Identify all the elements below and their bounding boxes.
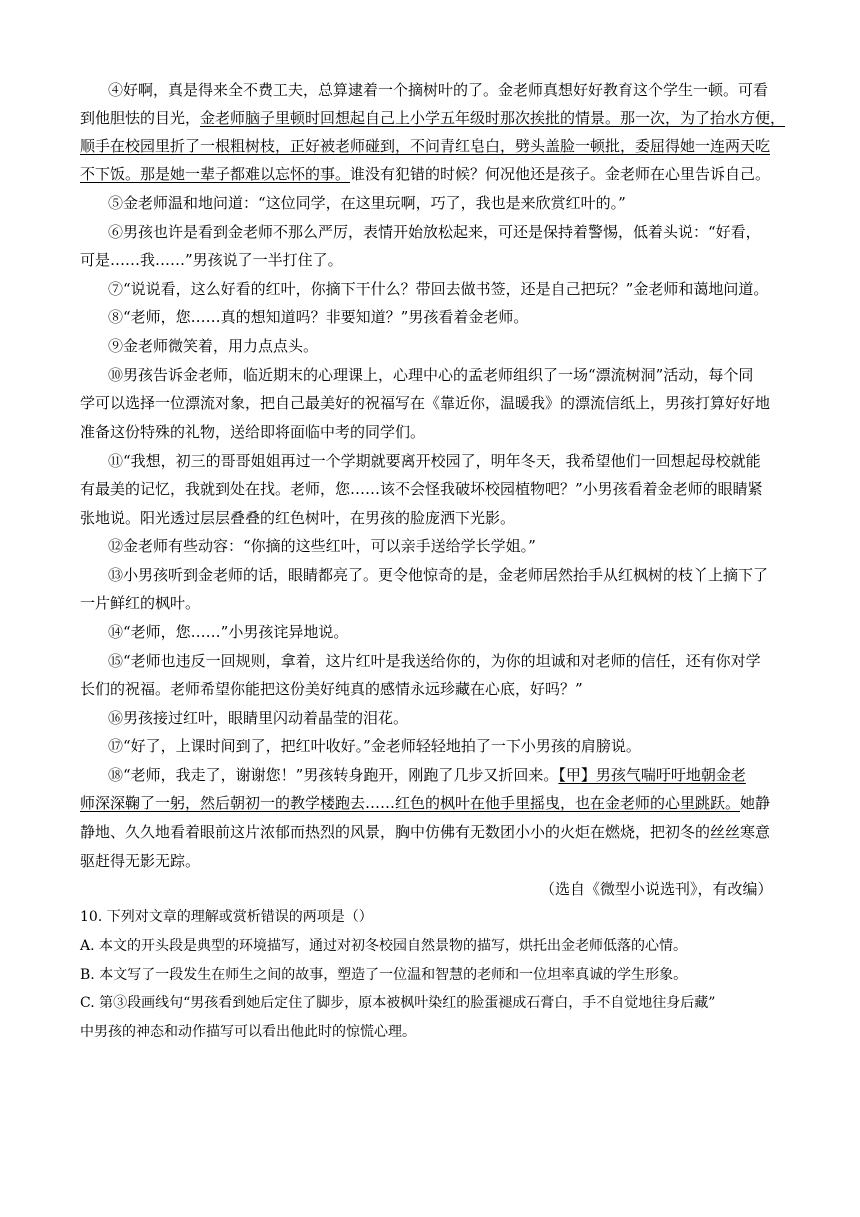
text-run: ⑱“老师，我走了，谢谢您！”男孩转身跑开，刚跑了几步又折回来。: [108, 766, 559, 784]
text-run: 谁没有犯错的时候？何况他还是孩子。金老师在心里告诉自己。: [350, 165, 771, 183]
underlined-text: 师深深鞠了一躬，然后朝初一的教学楼跑去……红色的枫叶在他手里摇曳，也在金老师的心里跳跃。: [80, 794, 741, 812]
text-run: ⑭“老师，您……”小男孩诧异地说。: [108, 623, 349, 641]
passage-line: [108, 335, 318, 361]
passage-line: [80, 135, 770, 161]
text-run: ⑤金老师温和地问道：“这位同学，在这里玩啊，巧了，我也是来欣赏红叶的。”: [108, 194, 626, 212]
passage-line: [80, 163, 770, 189]
text-run: ⑪“我想，初三的哥哥姐姐再过一个学期就要离开校园了，明年冬天，我希望他们一回想起母校就能: [108, 452, 761, 470]
option-b: B. 本文写了一段发生在师生之间的故事，塑造了一位温和智慧的老师和一位坦率真诚的学生形象。: [80, 967, 688, 983]
passage-line: [80, 478, 763, 504]
passage-line: [80, 821, 770, 847]
source-note: [540, 878, 773, 904]
option-c: C. 第③段画线句“男孩看到她后定住了脚步，原本被枫叶染红的脸蛋褪成石膏白，手不自觉地往身后藏”: [80, 995, 716, 1011]
passage-line: [80, 107, 785, 133]
text-run: ⑯男孩接过红叶，眼睛里闪动着晶莹的泪花。: [108, 709, 409, 727]
passage-line: [108, 364, 753, 390]
question-stem: 10. 下列对文章的理解或赏析错误的两项是（）: [80, 909, 373, 925]
underlined-text: 顺手在校园里折了一根粗树枝，正好被老师碰到，不问青红皂白，劈头盖脸一顿批，委屈得她一连两天吃: [80, 137, 771, 155]
passage-line: [80, 592, 200, 618]
passage-line: [108, 707, 408, 733]
passage-line: [80, 392, 770, 418]
text-run: 可是……我……”男孩说了一半打住了。: [80, 251, 343, 269]
text-run: ⑥男孩也许是看到金老师不那么严厉，表情开始放松起来，可还是保持着警惕，低着头说：“好看，: [108, 223, 761, 241]
passage-line: [80, 792, 770, 818]
option-c-continued: 中男孩的神态和动作描写可以看出他此时的惊慌心理。: [80, 1024, 416, 1040]
passage-line: [108, 650, 761, 676]
text-run: ⑮“老师也违反一回规则，拿着，这片红叶是我送给你的，为你的坦诚和对老师的信任，还有你对学: [108, 652, 761, 670]
underlined-text: 不下饭。那是她一辈子都难以忘怀的事。: [80, 165, 351, 183]
text-run: 长们的祝福。老师希望你能把这份美好纯真的感情永远珍藏在心底，好吗？”: [80, 680, 583, 698]
text-run: 驱赶得无影无踪。: [80, 852, 201, 870]
passage-line: [80, 678, 583, 704]
option-a: A. 本文的开头段是典型的环境描写，通过对初冬校园自然景物的描写，烘托出金老师低落的心情。: [80, 938, 688, 954]
text-run: 张地说。阳光透过层层叠叠的红色树叶，在男孩的脸庞洒下光影。: [80, 509, 516, 527]
passage-line: [108, 621, 348, 647]
text-run: ⑦“说说看，这么好看的红叶，你摘下干什么？带回去做书签，还是自己把玩？”金老师和蔼地问道。: [108, 280, 769, 298]
text-run: 她静: [740, 794, 771, 812]
passage-line: [108, 221, 761, 247]
text-run: ⑬小男孩听到金老师的话，眼睛都亮了。更令他惊奇的是，金老师居然抬手从红枫树的枝丫上摘下了: [108, 566, 769, 584]
text-run: 学可以选择一位漂流对象，把自己最美好的祝福写在《靠近你，温暖我》的漂流信纸上，男孩打算好好地: [80, 394, 771, 412]
passage-line: [108, 278, 768, 304]
passage-line: [80, 507, 515, 533]
passage-line: [80, 850, 200, 876]
text-run: ⑰“好了，上课时间到了，把红叶收好。”金老师轻轻地拍了一下小男孩的肩膀说。: [108, 737, 641, 755]
passage-line: [80, 249, 343, 275]
text-run: 有最美的记忆，我就到处在找。老师，您……该不会怪我破坏校园植物吧？”小男孩看着金老师的眼睛紧: [80, 480, 763, 498]
passage-line: [108, 450, 761, 476]
underlined-text: 【甲】男孩气喘吁吁地朝金老: [558, 766, 746, 784]
text-run: 一片鲜红的枫叶。: [80, 594, 201, 612]
passage-line: [108, 192, 626, 218]
text-run: 准备这份特殊的礼物，送给即将面临中考的同学们。: [80, 423, 426, 441]
passage-line: [80, 421, 425, 447]
passage-line: [108, 306, 528, 332]
passage-line: [108, 535, 536, 561]
text-run: ⑨金老师微笑着，用力点点头。: [108, 337, 319, 355]
passage-line: [108, 764, 746, 790]
text-run: 静地、久久地看着眼前这片浓郁而热烈的风景，胸中仿佛有无数团小小的火炬在燃烧，把初冬的丝丝寒意: [80, 823, 771, 841]
underlined-text: 金老师脑子里顿时回想起自己上小学五年级时那次挨批的情景。那一次，为了抬水方便，: [200, 109, 786, 127]
text-run: ⑧“老师，您……真的想知道吗？非要知道？”男孩看着金老师。: [108, 308, 529, 326]
text-run: ④好啊，真是得来全不费工夫，总算逮着一个摘树叶的了。金老师真想好好教育这个学生一顿。可看: [108, 81, 769, 99]
passage-line: [108, 735, 641, 761]
text-run: ⑫金老师有些动容：“你摘的这些红叶，可以亲手送给学长学姐。”: [108, 537, 536, 555]
text-run: ⑩男孩告诉金老师，临近期末的心理课上，心理中心的孟老师组织了一场“漂流树洞”活动，每个同: [108, 366, 754, 384]
text-run: 到他胆怯的目光，: [80, 109, 201, 127]
text-run: （选自《微型小说选刊》，有改编）: [540, 880, 773, 898]
passage-line: [108, 564, 768, 590]
passage-line: [108, 79, 768, 105]
